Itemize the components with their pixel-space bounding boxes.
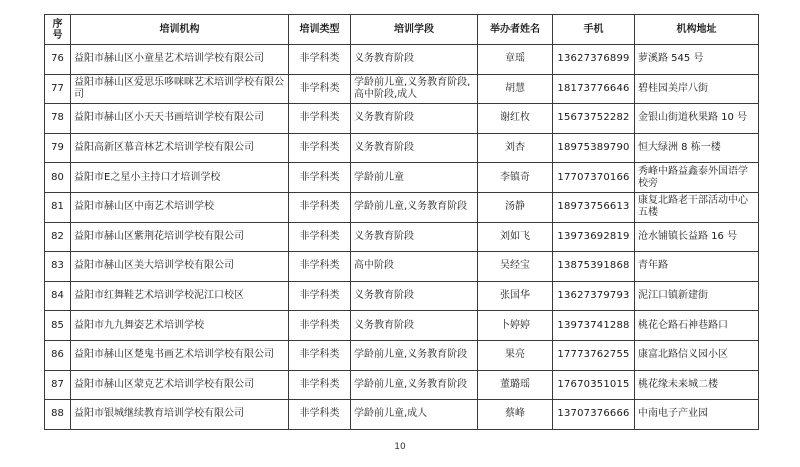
- institution-address: 青年路: [635, 252, 759, 282]
- institution-name: 益阳市赫山区爱思乐哆咪咪艺术培训学校有限公司: [71, 74, 289, 104]
- phone-number: 15673752282: [553, 104, 635, 134]
- phone-number: 18173776646: [553, 74, 635, 104]
- phone-number: 17707370166: [553, 163, 635, 193]
- institution-address: 中南电子产业园: [635, 400, 759, 430]
- institution-address: 萝溪路 545 号: [635, 45, 759, 75]
- training-type: 非学科类: [289, 222, 351, 252]
- row-number: 88: [45, 400, 71, 430]
- training-type: 非学科类: [289, 192, 351, 222]
- training-type: 非学科类: [289, 400, 351, 430]
- training-type: 非学科类: [289, 163, 351, 193]
- institution-address: 康富北路信义园小区: [635, 340, 759, 370]
- training-type: 非学科类: [289, 281, 351, 311]
- organizer-name: 刘如飞: [478, 222, 553, 252]
- institution-address: 沧水铺镇长益路 16 号: [635, 222, 759, 252]
- institution-name: 益阳市九九舞姿艺术培训学校: [71, 311, 289, 341]
- table-row: [45, 163, 759, 193]
- institution-name: 益阳市赫山区紫荆花培训学校有限公司: [71, 222, 289, 252]
- institution-name: 益阳高新区慕音林艺术培训学校有限公司: [71, 133, 289, 163]
- header-phone: 手机: [553, 15, 635, 45]
- table-row: [45, 252, 759, 282]
- row-number: 82: [45, 222, 71, 252]
- institution-address: 恒大绿洲 8 栋一楼: [635, 133, 759, 163]
- row-number: 78: [45, 104, 71, 134]
- row-number: 84: [45, 281, 71, 311]
- training-type: 非学科类: [289, 104, 351, 134]
- institution-address: 泥江口镇新建街: [635, 281, 759, 311]
- phone-number: 13707376666: [553, 400, 635, 430]
- organizer-name: 张国华: [478, 281, 553, 311]
- institution-address: 桃花缘未来城二楼: [635, 370, 759, 400]
- table-row: [45, 104, 759, 134]
- institution-name: 益阳市赫山区美大培训学校有限公司: [71, 252, 289, 282]
- training-stage: 学龄前儿童,义务教育阶段: [351, 370, 478, 400]
- row-number: 86: [45, 340, 71, 370]
- header-stage: 培训学段: [351, 15, 478, 45]
- table-row: [45, 370, 759, 400]
- training-type: 非学科类: [289, 133, 351, 163]
- institution-address: 金银山街道秋果路 10 号: [635, 104, 759, 134]
- training-type: 非学科类: [289, 45, 351, 75]
- training-stage: 义务教育阶段: [351, 45, 478, 75]
- organizer-name: 刘杏: [478, 133, 553, 163]
- header-addr: 机构地址: [635, 15, 759, 45]
- row-number: 77: [45, 74, 71, 104]
- organizer-name: 谢红枚: [478, 104, 553, 134]
- training-stage: 义务教育阶段: [351, 133, 478, 163]
- training-type: 非学科类: [289, 370, 351, 400]
- table-row: [45, 222, 759, 252]
- organizer-name: 汤静: [478, 192, 553, 222]
- table-row: [45, 133, 759, 163]
- training-stage: 义务教育阶段: [351, 311, 478, 341]
- training-stage: 学龄前儿童,义务教育阶段,高中阶段,成人: [351, 74, 478, 104]
- training-stage: 义务教育阶段: [351, 104, 478, 134]
- training-institution-table: [44, 14, 759, 430]
- table-row: [45, 311, 759, 341]
- organizer-name: 卜婷婷: [478, 311, 553, 341]
- table-header-row: [45, 15, 759, 45]
- table-row: [45, 74, 759, 104]
- training-type: 非学科类: [289, 340, 351, 370]
- row-number: 81: [45, 192, 71, 222]
- organizer-name: 吴经宝: [478, 252, 553, 282]
- table-body: [45, 45, 759, 430]
- institution-address: 桃花仑路石神巷路口: [635, 311, 759, 341]
- institution-name: 益阳市赫山区蒙克艺术培训学校有限公司: [71, 370, 289, 400]
- institution-name: 益阳市银城继续教育培训学校有限公司: [71, 400, 289, 430]
- institution-name: 益阳市赫山区小童星艺术培训学校有限公司: [71, 45, 289, 75]
- organizer-name: 胡慧: [478, 74, 553, 104]
- training-type: 非学科类: [289, 252, 351, 282]
- phone-number: 17670351015: [553, 370, 635, 400]
- table-row: [45, 281, 759, 311]
- institution-name: 益阳市赫山区小天天书画培训学校有限公司: [71, 104, 289, 134]
- phone-number: 18973756613: [553, 192, 635, 222]
- row-number: 83: [45, 252, 71, 282]
- training-stage: 义务教育阶段: [351, 281, 478, 311]
- phone-number: 13973741288: [553, 311, 635, 341]
- table-row: [45, 45, 759, 75]
- organizer-name: 李镇奇: [478, 163, 553, 193]
- institution-address: 秀峰中路益鑫泰外国语学校旁: [635, 163, 759, 193]
- phone-number: 18975389790: [553, 133, 635, 163]
- row-number: 80: [45, 163, 71, 193]
- organizer-name: 董璐瑶: [478, 370, 553, 400]
- training-stage: 学龄前儿童,义务教育阶段: [351, 340, 478, 370]
- institution-name: 益阳市赫山区中南艺术培训学校: [71, 192, 289, 222]
- institution-name: 益阳市红舞鞋艺术培训学校泥江口校区: [71, 281, 289, 311]
- training-type: 非学科类: [289, 311, 351, 341]
- row-number: 87: [45, 370, 71, 400]
- table-row: [45, 340, 759, 370]
- table-row: [45, 400, 759, 430]
- header-type: 培训类型: [289, 15, 351, 45]
- phone-number: 13973692819: [553, 222, 635, 252]
- institution-address: 康复北路老干部活动中心五楼: [635, 192, 759, 222]
- table-row: [45, 192, 759, 222]
- institution-address: 碧桂园美岸八街: [635, 74, 759, 104]
- header-head: 举办者姓名: [478, 15, 553, 45]
- training-stage: 高中阶段: [351, 252, 478, 282]
- phone-number: 17773762755: [553, 340, 635, 370]
- training-stage: 义务教育阶段: [351, 222, 478, 252]
- phone-number: 13627376899: [553, 45, 635, 75]
- phone-number: 13627379793: [553, 281, 635, 311]
- row-number: 76: [45, 45, 71, 75]
- training-stage: 学龄前儿童: [351, 163, 478, 193]
- row-number: 85: [45, 311, 71, 341]
- training-stage: 学龄前儿童,成人: [351, 400, 478, 430]
- institution-name: 益阳市赫山区楚鬼书画艺术培训学校有限公司: [71, 340, 289, 370]
- page-number: 10: [394, 442, 406, 452]
- institution-name: 益阳市E之星小主持口才培训学校: [71, 163, 289, 193]
- training-stage: 学龄前儿童,义务教育阶段: [351, 192, 478, 222]
- organizer-name: 章瑶: [478, 45, 553, 75]
- header-no: 序 号: [45, 15, 71, 45]
- row-number: 79: [45, 133, 71, 163]
- phone-number: 13875391868: [553, 252, 635, 282]
- organizer-name: 果亮: [478, 340, 553, 370]
- organizer-name: 蔡峰: [478, 400, 553, 430]
- training-type: 非学科类: [289, 74, 351, 104]
- header-name: 培训机构: [71, 15, 289, 45]
